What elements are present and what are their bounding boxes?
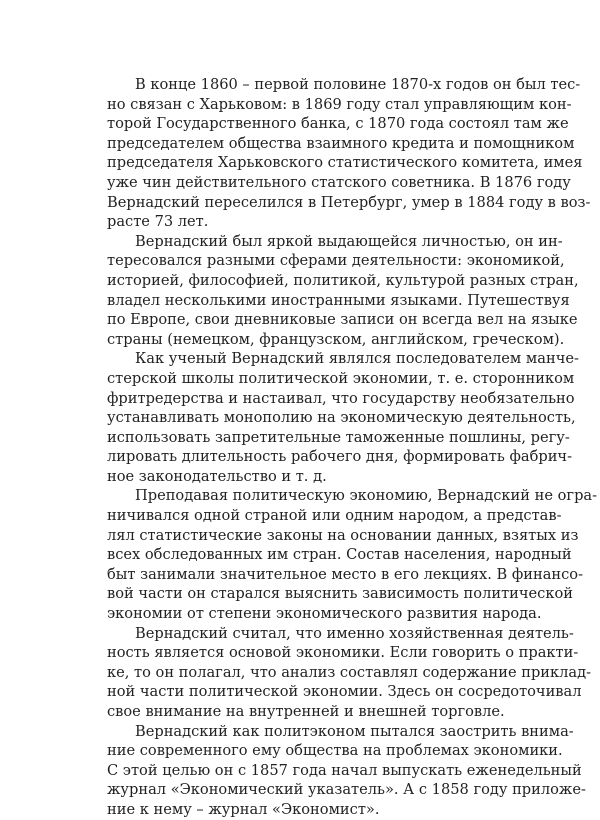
text-line: по Европе, свои дневниковые записи он всегда вел на языке bbox=[107, 311, 578, 329]
text-line: тересовался разными сферами деятельности: экономикой, bbox=[107, 252, 565, 270]
text-line: всех обследованных им стран. Состав населения, народный bbox=[107, 546, 572, 564]
paragraph bbox=[107, 722, 586, 820]
paragraph bbox=[107, 624, 592, 722]
text-line: вой части он старался выяснить зависимость политической bbox=[107, 585, 573, 603]
text-line: быт занимали значительное место в его лекциях. В финансо- bbox=[107, 565, 584, 583]
text-line: использовать запретительные таможенные пошлины, регу- bbox=[107, 428, 570, 446]
text-line: журнал «Экономический указатель». А с 1858 году приложе- bbox=[107, 781, 586, 799]
text-line: уже чин действительного статского советника. В 1876 году bbox=[107, 173, 571, 191]
text-line: ке, то он полагал, что анализ составлял содержание приклад- bbox=[107, 663, 592, 681]
text-line: ность является основой экономики. Если говорить о практи- bbox=[107, 644, 579, 662]
text-line: Как ученый Вернадский являлся последователем манче- bbox=[135, 350, 579, 368]
text-line: свое внимание на внутренней и внешней торговле. bbox=[107, 703, 505, 720]
text-line: председателем общества взаимного кредита и помощником bbox=[107, 134, 575, 152]
text-line: экономии от степени экономического развития народа. bbox=[107, 605, 542, 623]
text-line: лял статистические законы на основании данных, взятых из bbox=[107, 526, 579, 544]
text-line: владел несколькими иностранными языками. Путешествуя bbox=[107, 291, 570, 309]
text-line: ное законодательство и т. д. bbox=[107, 467, 327, 485]
paragraph bbox=[107, 232, 579, 350]
text-line: фритредерства и настаивал, что государству необязательно bbox=[107, 389, 575, 407]
page-body bbox=[107, 75, 598, 820]
text-line: ние современного ему общества на проблемах экономики. bbox=[107, 742, 563, 760]
text-line: лировать длительность рабочего дня, формировать фабрич- bbox=[107, 448, 573, 466]
text-line: Вернадский был яркой выдающейся личностью, он ин- bbox=[135, 232, 563, 250]
text-line: стерской школы политической экономии, т. е. сторонником bbox=[107, 369, 575, 387]
text-line: страны (немецком, французском, английском, греческом). bbox=[107, 330, 565, 348]
text-line: ние к нему – журнал «Экономист». bbox=[107, 800, 380, 818]
text-line: Вернадский как политэконом пытался заострить внима- bbox=[135, 722, 574, 740]
text-line: историей, философией, политикой, культурой разных стран, bbox=[107, 271, 579, 289]
paragraph bbox=[107, 75, 591, 232]
text-line: расте 73 лет. bbox=[107, 213, 209, 231]
text-line: Преподавая политическую экономию, Вернадский не огра- bbox=[135, 487, 598, 505]
text-line: Вернадский считал, что именно хозяйственная деятель- bbox=[135, 624, 574, 642]
text-line: но связан с Харьковом: в 1869 году стал управляющим кон- bbox=[107, 95, 572, 113]
text-line: председателя Харьковского статистического комитета, имея bbox=[107, 154, 583, 172]
text-line: устанавливать монополию на экономическую деятельность, bbox=[107, 409, 576, 427]
paragraph bbox=[107, 349, 579, 486]
text-line: В конце 1860 – первой половине 1870-х годов он был тес- bbox=[135, 76, 581, 93]
paragraph bbox=[107, 486, 598, 623]
text-line: ничивался одной страной или одним народом, а представ- bbox=[107, 507, 562, 525]
text-line: ной части политической экономии. Здесь он сосредоточивал bbox=[107, 683, 582, 701]
text-line: С этой целью он с 1857 года начал выпускать еженедельный bbox=[107, 761, 582, 779]
text-line: Вернадский переселился в Петербург, умер в 1884 году в воз- bbox=[107, 193, 591, 211]
text-line: торой Государственного банка, с 1870 года состоял там же bbox=[107, 115, 569, 133]
